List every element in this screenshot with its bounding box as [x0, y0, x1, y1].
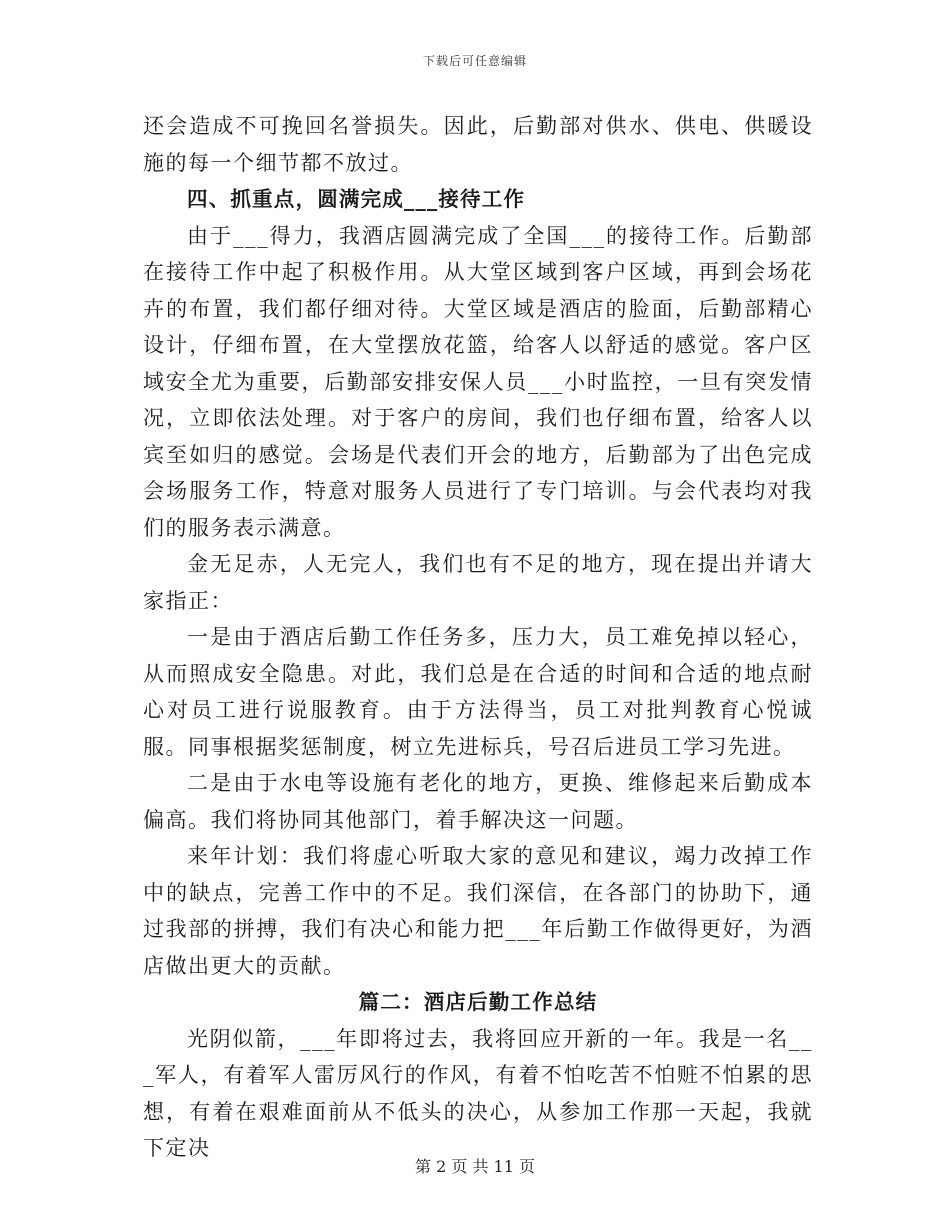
- paragraph-shortcoming-two: 二是由于水电等设施有老化的地方，更换、维修起来后勤成本偏高。我们将协同其他部门，着手解决这一问题。: [143, 771, 813, 832]
- page-number: 第 2 页 共 11 页: [415, 1157, 535, 1176]
- paragraph-shortcomings-intro: 金无足赤，人无完人，我们也有不足的地方，现在提出并请大家指正：: [143, 552, 813, 613]
- paragraph-continued: 还会造成不可挽回名誉损失。因此，后勤部对供水、供电、供暖设施的每一个细节都不放过。: [143, 114, 813, 175]
- document-body: [143, 108, 813, 1167]
- page-header: 下载后可任意编辑: [422, 54, 527, 68]
- paragraph-shortcoming-one: 一是由于酒店后勤工作任务多，压力大，员工难免掉以轻心，从而照成安全隐患。对此，我们总是在合适的时间和合适的地点耐心对员工进行说服教育。由于方法得当，员工对批判教育心悦诚服。同事根据奖惩制度，树立先进标兵，号召后进员工学习先进。: [143, 625, 813, 759]
- part-two-heading: 篇二：酒店后勤工作总结: [358, 990, 598, 1014]
- paragraph-part-two-intro: 光阴似箭，___年即将过去，我将回应开新的一年。我是一名___军人，有着军人雷厉风行的作风，有着不怕吃苦不怕赃不怕累的思想，有着在艰难面前从不低头的决心，从参加工作那一天起，我就下定决: [143, 1026, 813, 1160]
- paragraph-next-year-plan: 来年计划：我们将虚心听取大家的意见和建议，竭力改掉工作中的缺点，完善工作中的不足。我们深信，在各部门的协助下，通过我部的拼搏，我们有决心和能力把___年后勤工作做得更好，为酒店做出更大的贡献。: [143, 844, 813, 978]
- section-heading-4: 四、抓重点，圆满完成___接待工作: [187, 187, 526, 211]
- paragraph-reception: 由于___得力，我酒店圆满完成了全国___的接待工作。后勤部在接待工作中起了积极作用。从大堂区域到客户区域，再到会场花卉的布置，我们都仔细对待。大堂区域是酒店的脸面，后勤部精心设计，仔细布置，在大堂摆放花篮，给客人以舒适的感觉。客户区域安全尤为重要，后勤部安排安保人员___小时监控，一旦有突发情况，立即依法处理。对于客户的房间，我们也仔细布置，给客人以宾至如归的感觉。会场是代表们开会的地方，后勤部为了出色完成会场服务工作，特意对服务人员进行了专门培训。与会代表均对我们的服务表示满意。: [143, 223, 813, 540]
